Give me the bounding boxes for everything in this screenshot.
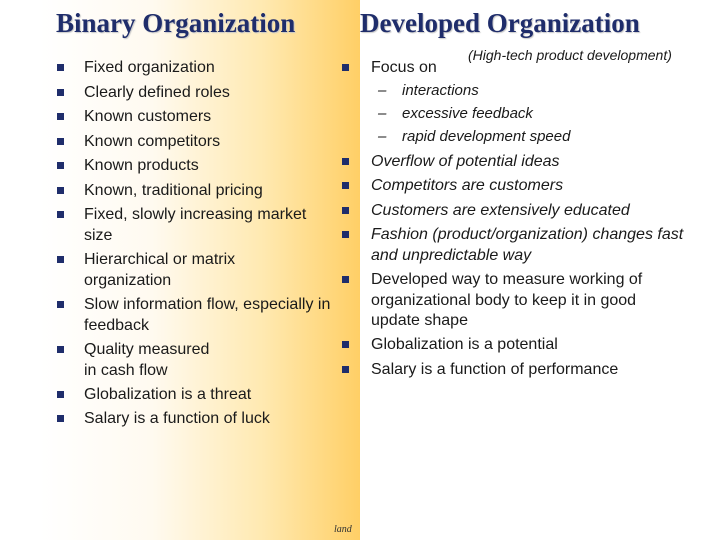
right-title: Developed Organization bbox=[360, 8, 640, 38]
bullet-icon bbox=[57, 187, 64, 194]
sub-item-interactions: interactions bbox=[402, 82, 479, 99]
left-item-defined-roles: Clearly defined roles bbox=[84, 84, 230, 101]
right-item-measure: Developed way to measure working of organizational body to keep it in good update shape bbox=[371, 271, 643, 329]
bullet-icon bbox=[57, 162, 64, 169]
bullet-icon bbox=[342, 231, 349, 238]
bullet-icon bbox=[57, 89, 64, 96]
left-item-quality: Quality measured in cash flow bbox=[84, 341, 210, 379]
right-item-fashion: Fashion (product/organization) changes fast and unpredictable way bbox=[371, 226, 684, 264]
bullet-icon bbox=[57, 138, 64, 145]
bullet-icon bbox=[57, 113, 64, 120]
bullet-icon bbox=[342, 207, 349, 214]
bullet-icon bbox=[57, 415, 64, 422]
bullet-icon bbox=[342, 182, 349, 189]
right-item-salary-performance: Salary is a function of performance bbox=[371, 361, 619, 378]
dash-icon: – bbox=[378, 105, 387, 122]
left-item-slow-information: Slow information flow, especially in feedback bbox=[84, 296, 331, 334]
right-item-focus-on: Focus on bbox=[371, 59, 437, 76]
right-subtitle: (High-tech product development) bbox=[468, 47, 672, 63]
right-item-overflow: Overflow of potential ideas bbox=[371, 153, 560, 170]
left-item-market-size: Fixed, slowly increasing market size bbox=[84, 206, 307, 244]
dash-icon: – bbox=[378, 82, 387, 99]
bullet-icon bbox=[57, 346, 64, 353]
right-item-globalization-potential: Globalization is a potential bbox=[371, 336, 558, 353]
right-item-competitors: Competitors are customers bbox=[371, 177, 564, 194]
bullet-icon bbox=[57, 256, 64, 263]
left-item-salary-luck: Salary is a function of luck bbox=[84, 410, 270, 427]
left-item-hierarchical: Hierarchical or matrix organization bbox=[84, 251, 236, 289]
bullet-icon bbox=[342, 64, 349, 71]
bullet-icon bbox=[57, 64, 64, 71]
left-title: Binary Organization bbox=[56, 8, 296, 38]
dash-icon: – bbox=[378, 128, 387, 145]
left-item-pricing: Known, traditional pricing bbox=[84, 182, 263, 199]
bullet-icon bbox=[342, 366, 349, 373]
left-item-globalization-threat: Globalization is a threat bbox=[84, 386, 252, 403]
bullet-icon bbox=[57, 391, 64, 398]
bullet-icon bbox=[57, 211, 64, 218]
left-item-known-competitors: Known competitors bbox=[84, 133, 221, 150]
sub-item-speed: rapid development speed bbox=[402, 128, 571, 145]
bullet-icon bbox=[342, 158, 349, 165]
footer-text-fragment: land bbox=[334, 524, 352, 535]
left-item-known-products: Known products bbox=[84, 157, 199, 174]
left-item-known-customers: Known customers bbox=[84, 108, 212, 125]
sub-item-feedback: excessive feedback bbox=[402, 105, 533, 122]
bullet-icon bbox=[342, 276, 349, 283]
bullet-icon bbox=[57, 301, 64, 308]
bullet-icon bbox=[342, 341, 349, 348]
left-item-fixed-organization: Fixed organization bbox=[84, 59, 215, 76]
right-item-customers-educated: Customers are extensively educated bbox=[371, 202, 630, 219]
